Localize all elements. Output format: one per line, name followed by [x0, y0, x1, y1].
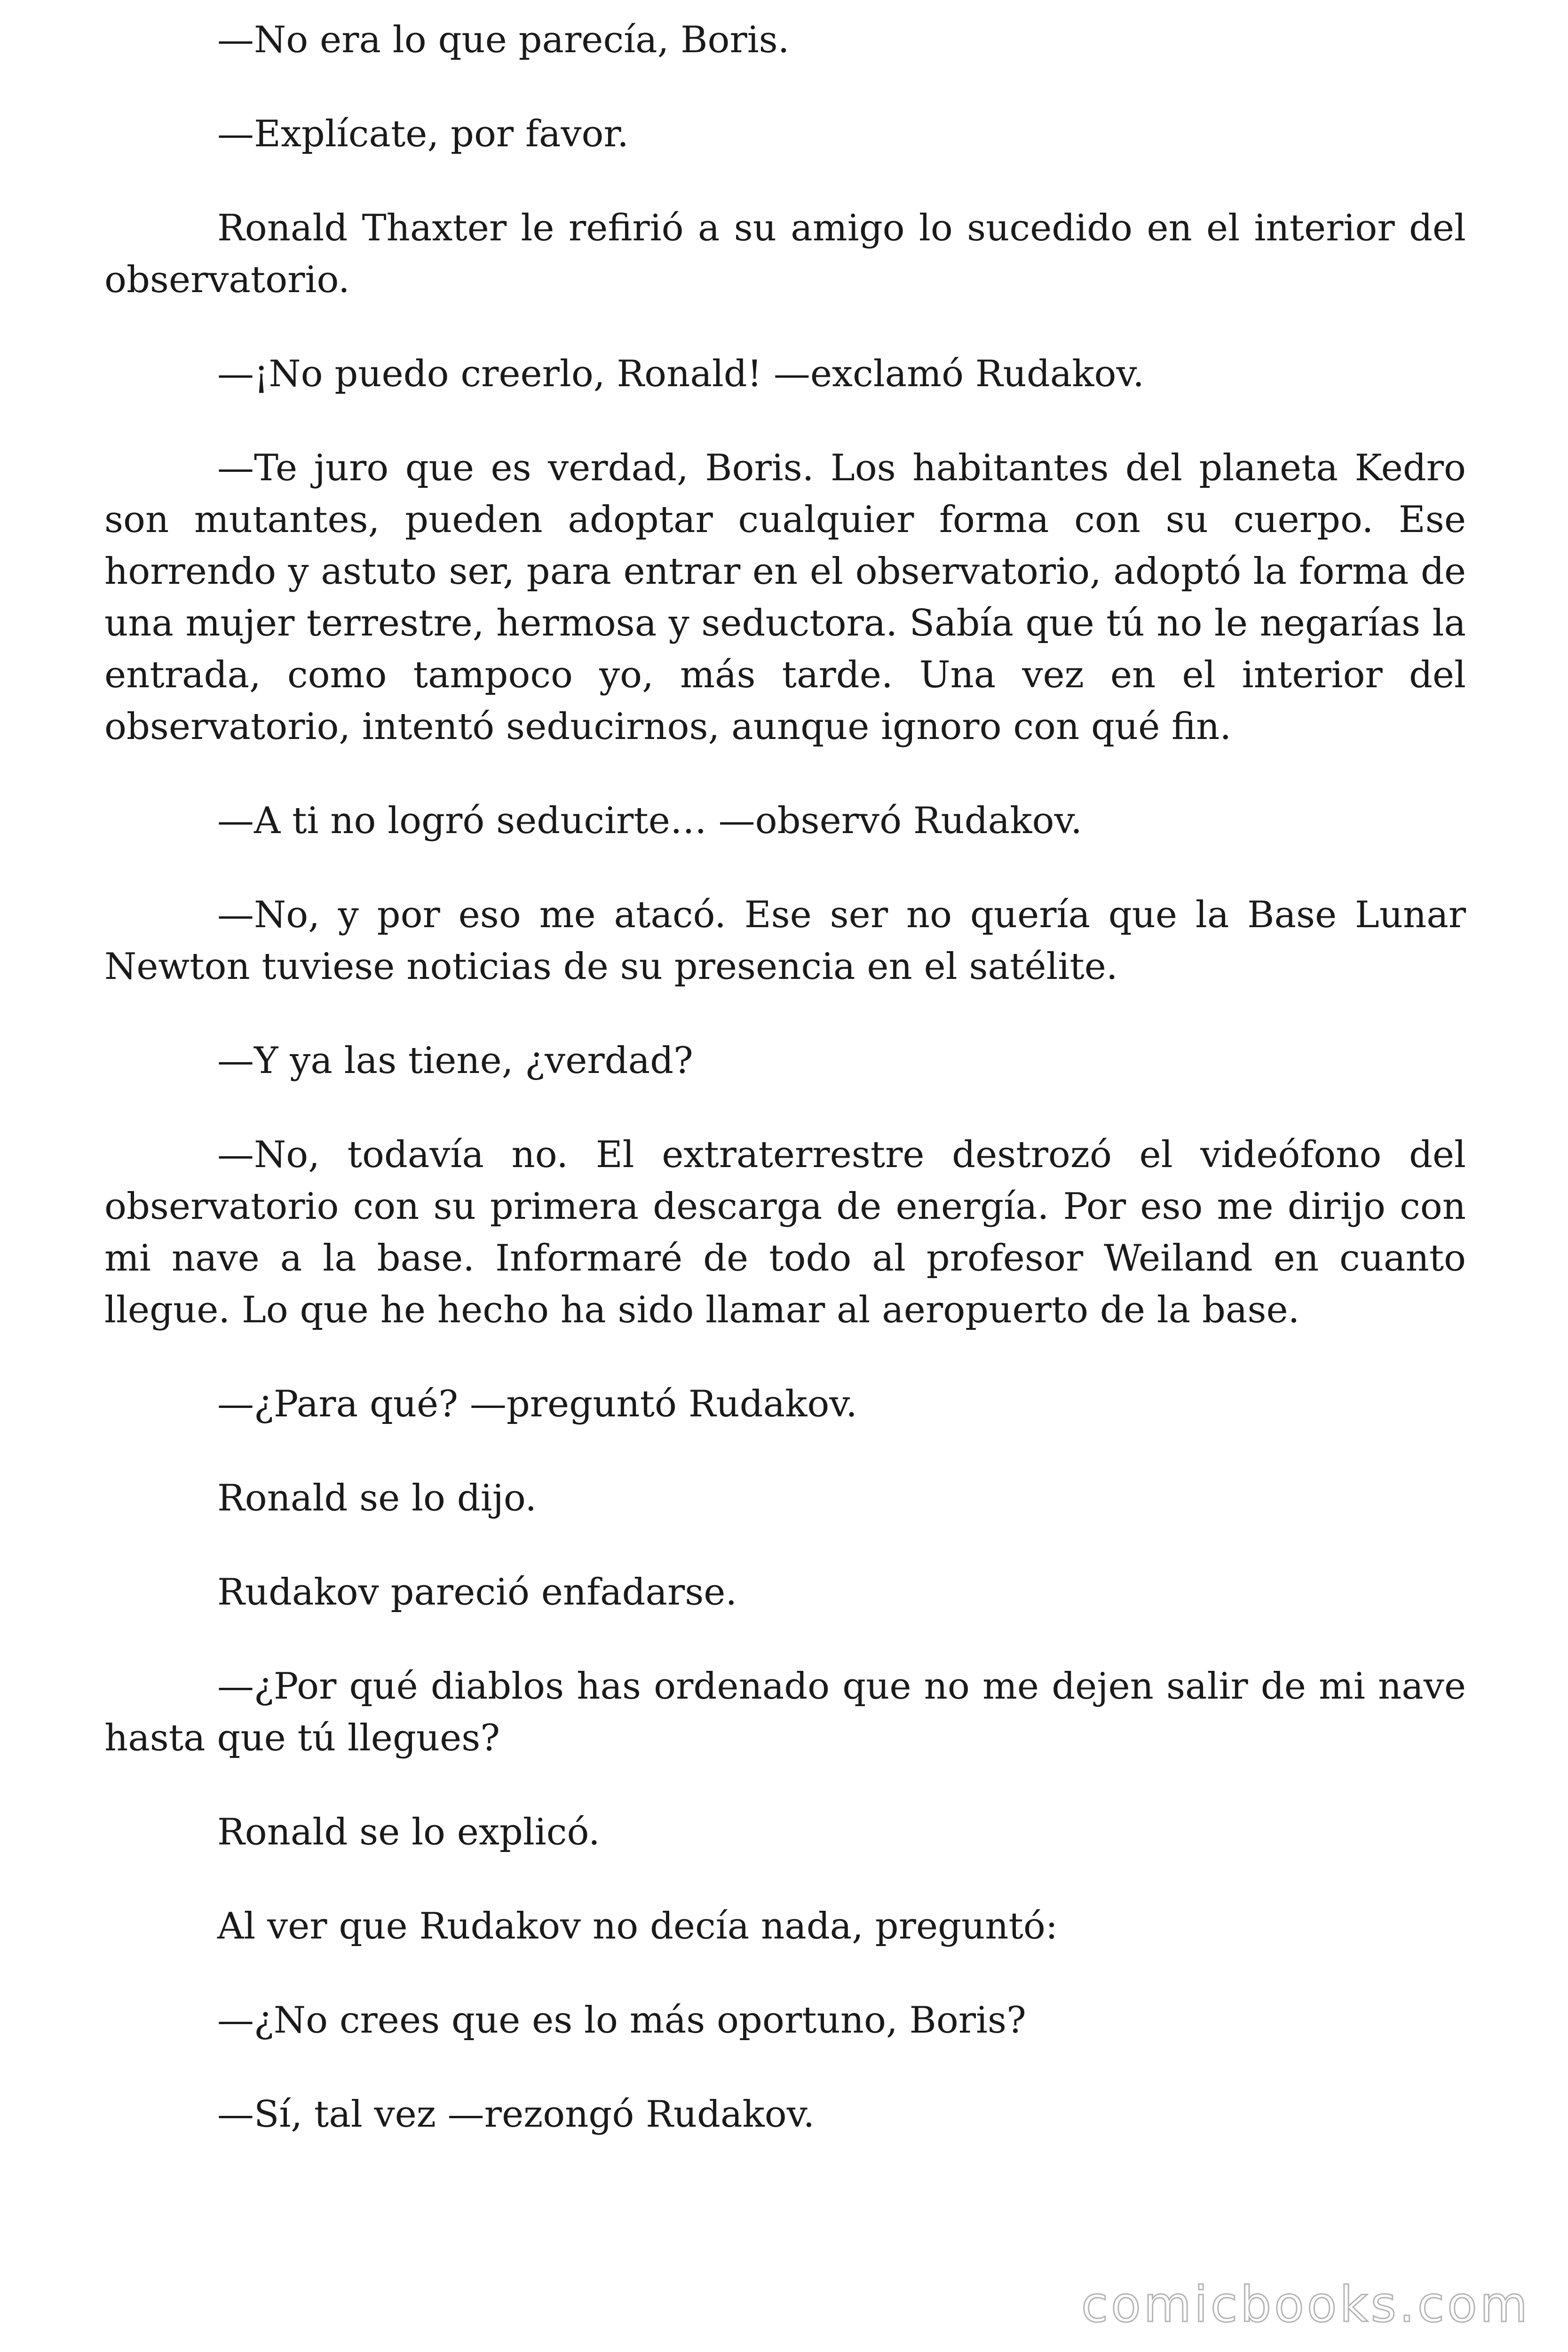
paragraph: —A ti no logró seducirte… —observó Rudakov.	[217, 800, 1083, 842]
paragraph: —¡No puedo creerlo, Ronald! —exclamó Rudakov.	[217, 353, 1145, 395]
paragraph: Rudakov pareció enfadarse.	[217, 1571, 737, 1613]
paragraph: —¿Por qué diablos has ordenado que no me dejen salir de mi nave hasta que tú llegues?	[104, 1665, 1466, 1759]
paragraph: —¿Para qué? —preguntó Rudakov.	[217, 1383, 857, 1425]
paragraph: —Sí, tal vez —rezongó Rudakov.	[217, 2093, 815, 2136]
page-text	[104, 14, 1466, 2183]
paragraph: Ronald Thaxter le refirió a su amigo lo sucedido en el interior del observatorio.	[104, 207, 1466, 301]
paragraph: Ronald se lo dijo.	[217, 1477, 537, 1519]
paragraph: Ronald se lo explicó.	[217, 1811, 600, 1853]
paragraph: —¿No crees que es lo más oportuno, Boris?	[217, 1999, 1026, 2042]
watermark: comicbooks.com	[1081, 2276, 1530, 2333]
paragraph: —No, y por eso me atacó. Ese ser no quería que la Base Lunar Newton tuviese noticias de su presencia en el satélite.	[104, 894, 1466, 988]
paragraph: —Explícate, por favor.	[217, 113, 629, 155]
paragraph: Al ver que Rudakov no decía nada, preguntó:	[217, 1905, 1058, 1947]
paragraph: —No era lo que parecía, Boris.	[217, 19, 790, 61]
paragraph: —Y ya las tiene, ¿verdad?	[217, 1040, 693, 1082]
paragraph: —No, todavía no. El extraterrestre destrozó el videófono del observatorio con su primera descarga de energía. Por eso me dirijo con mi nave a la base. Informaré de todo al profesor Weiland en cuanto llegue. Lo que he hecho ha sido llamar al aeropuerto de la base.	[104, 1134, 1466, 1331]
paragraph: —Te juro que es verdad, Boris. Los habitantes del planeta Kedro son mutantes, pueden adoptar cualquier forma con su cuerpo. Ese horrendo y astuto ser, para entrar en el observatorio, adoptó la forma de una mujer terrestre, hermosa y seductora. Sabía que tú no le negarías la entrada, como tampoco yo, más tarde. Una vez en el interior del observatorio, intentó seducirnos, aunque ignoro con qué fin.	[104, 447, 1466, 748]
